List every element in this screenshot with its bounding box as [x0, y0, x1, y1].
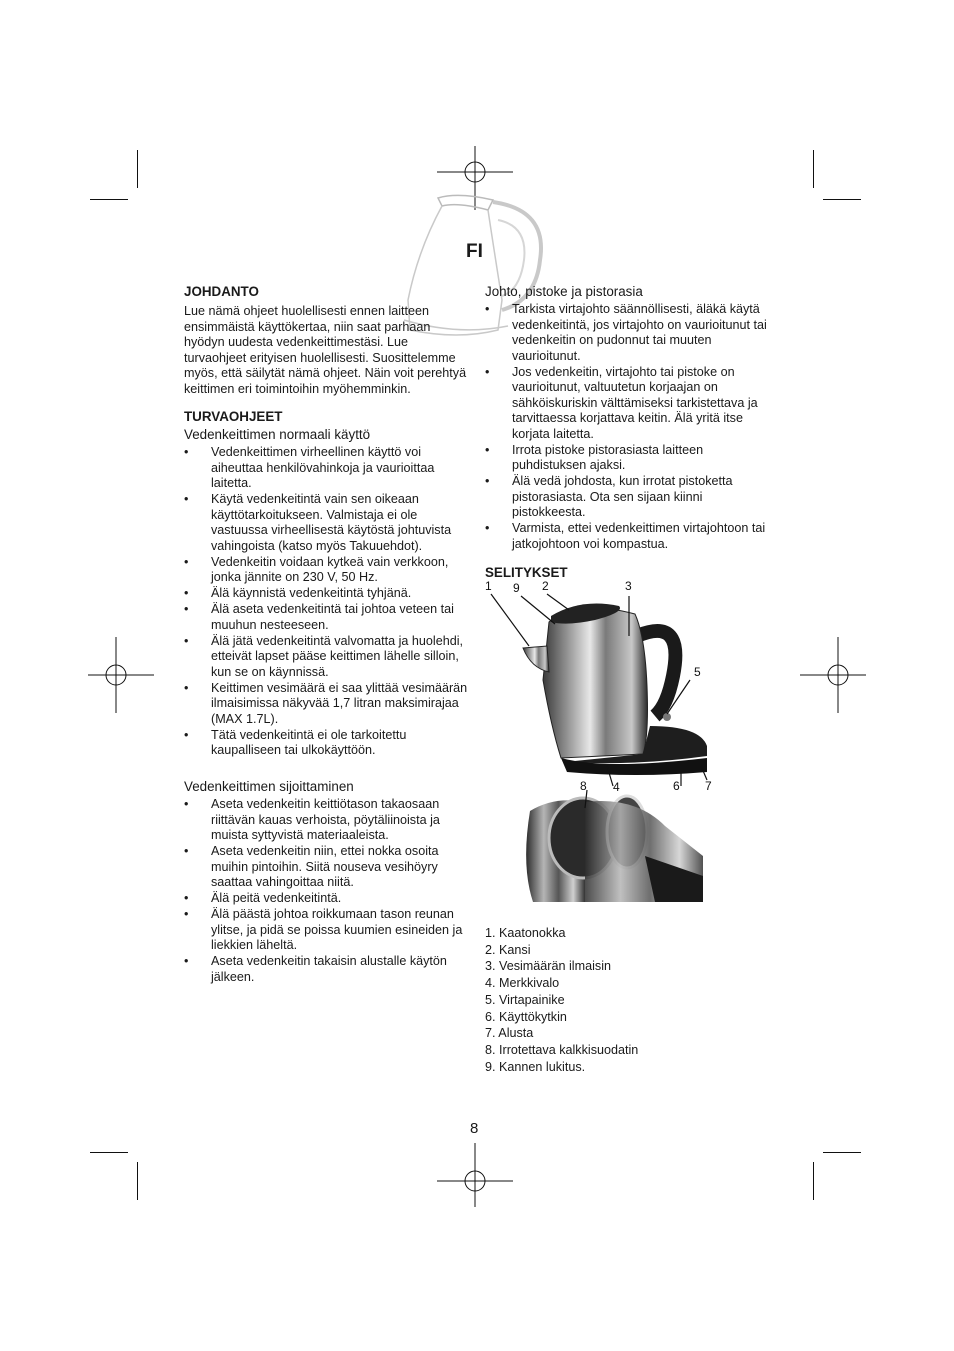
- callout-label: 7: [705, 779, 712, 793]
- cord-heading: Johto, pistoke ja pistorasia: [485, 284, 643, 299]
- crop-mark: [823, 199, 861, 200]
- list-item: • Vedenkeitin voidaan kytkeä vain verkkoon, jonka jännite on 230 V, 50 Hz.: [184, 555, 469, 586]
- legend-item: 8. Irrotettava kalkkisuodatin: [485, 1042, 639, 1057]
- list-item: • Irrota pistoke pistorasiasta laitteen puhdistuksen ajaksi.: [485, 443, 770, 474]
- callout-label: 2: [542, 579, 549, 593]
- legend-item: 5. Virtapainike: [485, 992, 565, 1007]
- list-item: • Älä peitä vedenkeitintä.: [184, 891, 469, 907]
- list-item: • Älä käynnistä vedenkeitintä tyhjänä.: [184, 586, 469, 602]
- crop-mark: [90, 1152, 128, 1153]
- placement-list: [184, 797, 469, 985]
- crop-mark: [137, 1162, 138, 1200]
- list-item: • Keittimen vesimäärä ei saa ylittää vesimäärän ilmaisimissa näkyvää 1,7 litran maksimirajaa (MAX 1.7L).: [184, 681, 469, 728]
- intro-text: Lue nämä ohjeet huolellisesti ennen laitteen ensimmäistä käyttökertaa, niin saat parhaan hyödyn uudesta vedenkeittimestäsi. Lue turvaohjeet erityisen huolellisesti. Suosittelemme myös, että säilytät nämä ohjeet. Näin voit perehtyä keittimen eri toimintoihin myöhemminkin.: [184, 304, 467, 396]
- legend-item: 9. Kannen lukitus.: [485, 1059, 586, 1074]
- left-column: [184, 284, 469, 986]
- callout-label: 4: [613, 780, 620, 794]
- registration-mark-bottom: [437, 1143, 513, 1219]
- placement-heading: Vedenkeittimen sijoittaminen: [184, 779, 354, 794]
- list-item: • Aseta vedenkeitin takaisin alustalle käytön jälkeen.: [184, 954, 469, 985]
- list-item: • Älä aseta vedenkeitintä tai johtoa veteen tai muuhun nesteeseen.: [184, 602, 469, 633]
- page-number: 8: [470, 1120, 479, 1137]
- callout-label: 5: [694, 665, 701, 679]
- list-item: • Aseta vedenkeitin niin, ettei nokka osoita muihin pintoihin. Siitä nouseva vesihöyry saattaa vahingoittaa niitä.: [184, 844, 469, 891]
- crop-mark: [823, 1152, 861, 1153]
- list-item: • Älä jätä vedenkeitintä valvomatta ja huolehdi, etteivät lapset pääse keittimen lähelle silloin, kun se on käynnissä.: [184, 634, 469, 681]
- legend-item: 7. Alusta: [485, 1026, 534, 1041]
- cord-list: [485, 302, 770, 552]
- callout-label: 3: [625, 579, 632, 593]
- normal-use-heading: Vedenkeittimen normaali käyttö: [184, 427, 371, 442]
- callout-label: 6: [673, 779, 680, 793]
- registration-mark-right: [800, 637, 876, 713]
- legend-item: 4. Merkkivalo: [485, 976, 560, 991]
- callout-label: 1: [485, 579, 492, 593]
- crop-mark: [813, 1162, 814, 1200]
- kettle-diagram: [485, 576, 735, 906]
- legend-item: 1. Kaatonokka: [485, 926, 566, 940]
- list-item: • Älä vedä johdosta, kun irrotat pistoketta pistorasiasta. Ota sen sijaan kiinni pistokkeesta.: [485, 474, 770, 521]
- registration-mark-left: [78, 637, 154, 713]
- legend-item: 3. Vesimäärän ilmaisin: [485, 959, 611, 974]
- list-item: • Tarkista virtajohto säännöllisesti, äläkä käytä vedenkeitintä, jos virtajohto on vaurioitunut tai vedenkeitin on pudonnut tai muuten vaurioitunut.: [485, 302, 770, 364]
- parts-legend: [485, 925, 638, 1075]
- crop-mark: [137, 150, 138, 188]
- list-item: • Älä päästä johtoa roikkumaan tason reunan ylitse, ja pidä se poissa kuumien esineiden ja liekkien läheltä.: [184, 907, 469, 954]
- list-item: • Tätä vedenkeitintä ei ole tarkoitettu kaupalliseen tai ulkokäyttöön.: [184, 728, 469, 759]
- crop-mark: [90, 199, 128, 200]
- kettle-open-image: [526, 796, 703, 902]
- safety-heading: TURVAOHJEET: [184, 409, 283, 424]
- normal-use-list: [184, 445, 469, 759]
- parts-heading: SELITYKSET: [485, 564, 568, 580]
- list-item: • Vedenkeittimen virheellinen käyttö voi aiheuttaa henkilövahinkoja ja vaurioittaa laitetta.: [184, 445, 469, 492]
- list-item: • Jos vedenkeitin, virtajohto tai pistoke on vaurioitunut, valtuutetun korjaajan on sähköiskuriskin välttämiseksi tarkistettava ja tarvittaessa korjattava keitin. Älä yritä itse korjata laitetta.: [485, 365, 770, 443]
- legend-item: 6. Käyttökytkin: [485, 1009, 567, 1024]
- intro-heading: JOHDANTO: [184, 284, 259, 299]
- list-item: • Käytä vedenkeitintä vain sen oikeaan käyttötarkoitukseen. Valmistaja ei ole vastuussa virheellisestä käytöstä johtuvista vahingoista (katso myös Takuuehdot).: [184, 492, 469, 554]
- language-code: FI: [466, 241, 483, 262]
- list-item: • Varmista, ettei vedenkeittimen virtajohtoon tai jatkojohtoon voi kompastua.: [485, 521, 770, 552]
- callout-label: 9: [513, 581, 520, 595]
- right-column: [485, 284, 770, 585]
- legend-item: 2. Kansi: [485, 942, 531, 957]
- list-item: • Aseta vedenkeitin keittiötason takaosaan riittävän kauas verhoista, pöytäliinoista ja muista syttyvistä materiaaleista.: [184, 797, 469, 844]
- kettle-closed-image: [523, 604, 707, 775]
- crop-mark: [813, 150, 814, 188]
- callout-label: 8: [580, 779, 587, 793]
